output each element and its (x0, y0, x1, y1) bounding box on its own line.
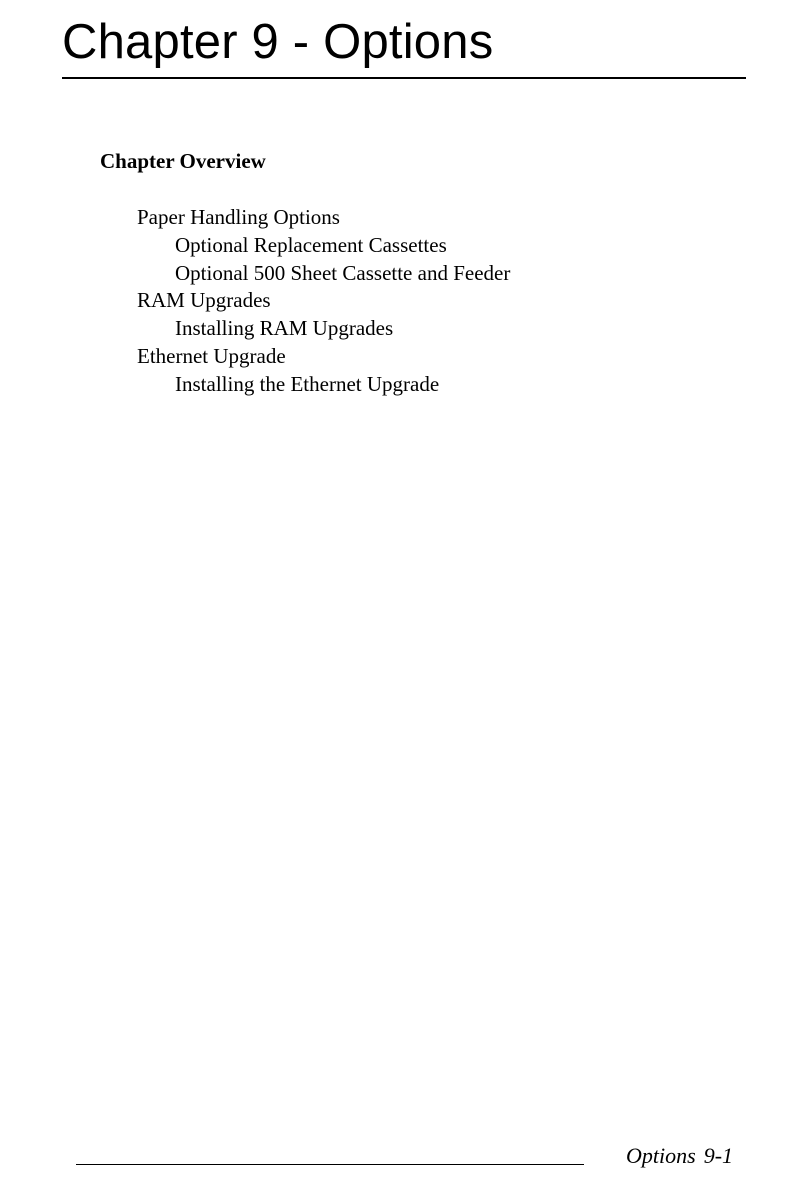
overview-item-installing-ram-upgrades: Installing RAM Upgrades (175, 316, 394, 341)
overview-list (137, 204, 510, 399)
title-divider (62, 77, 746, 79)
page-number: 9-1 (703, 1143, 734, 1168)
footer-section: Options (626, 1143, 696, 1168)
chapter-title: Chapter 9 - Options (62, 15, 494, 69)
page-footer (626, 1141, 733, 1171)
overview-item-ram-upgrades: RAM Upgrades (137, 288, 271, 313)
overview-item-optional-replacement-cassettes: Optional Replacement Cassettes (175, 232, 447, 257)
overview-heading: Chapter Overview (100, 149, 266, 173)
chapter-overview (100, 146, 510, 399)
overview-item-optional-500-sheet-cassette: Optional 500 Sheet Cassette and Feeder (175, 260, 511, 285)
overview-item-ethernet-upgrade: Ethernet Upgrade (137, 343, 286, 368)
footer-divider (76, 1164, 584, 1165)
overview-item-installing-ethernet-upgrade: Installing the Ethernet Upgrade (175, 371, 440, 396)
overview-item-paper-handling-options: Paper Handling Options (137, 205, 340, 229)
